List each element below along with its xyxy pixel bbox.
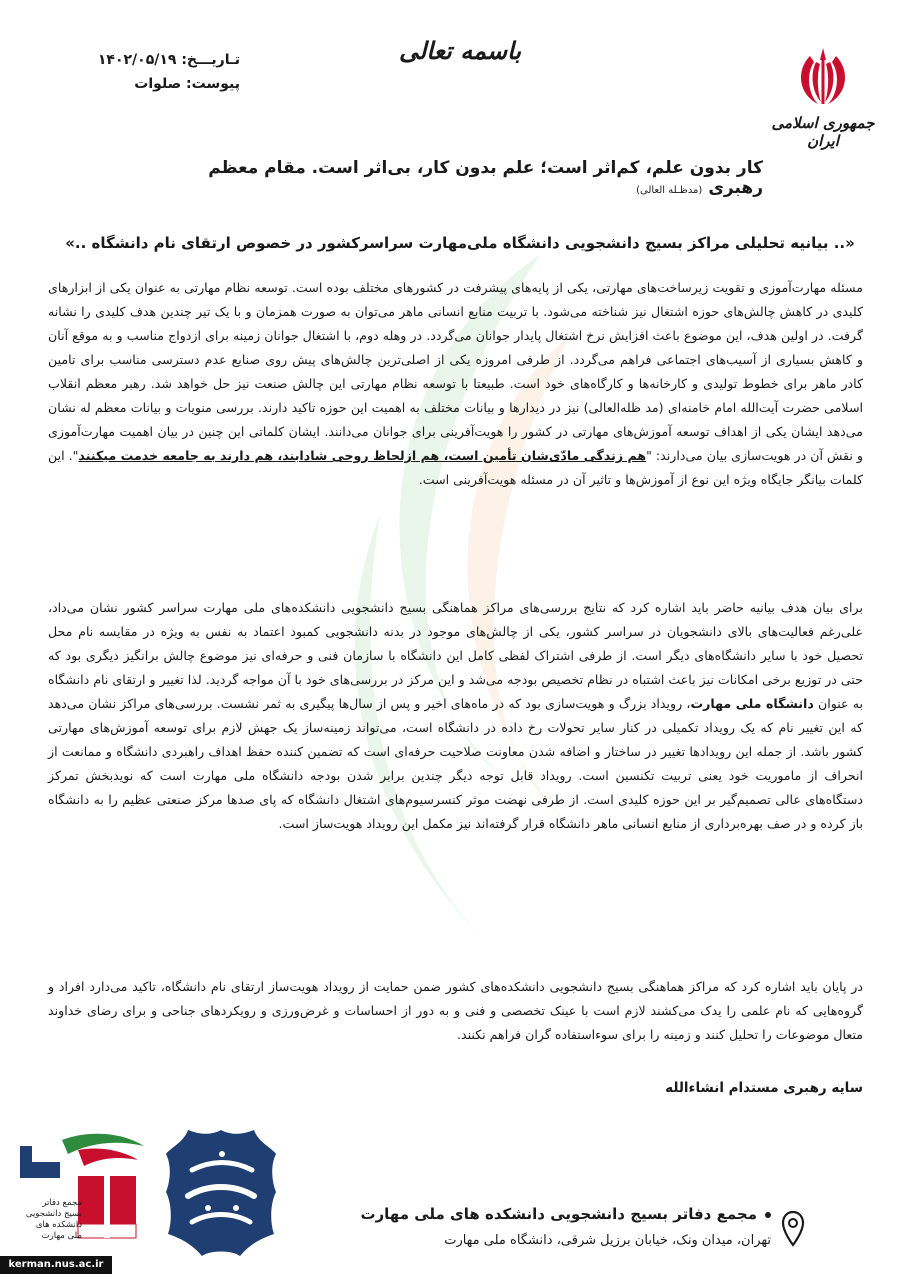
footer-org: مجمع دفاتر بسیج دانشجویی دانشکده های ملی مهارت	[360, 1205, 757, 1223]
p1-quote: هم زندگی مادّی‌شان تأمین است، هم ازلحاظ روحی شادابند، هم دارند به جامعه خدمت میکنند	[78, 448, 647, 463]
attachment-line: پیوست: صلوات	[134, 76, 240, 92]
p1-text-b: ". این کلمات بیانگر جایگاه ویژه این نوع از آموزش‌ها و تاثیر آن در مسئله هویت‌آفرینی است.	[48, 448, 863, 487]
p2-text-a: برای بیان هدف بیانیه حاضر باید اشاره کرد که نتایج بررسی‌های مراکز هماهنگی بسیج دانشجویی دانشکده‌های ملی مهارت سراسر کشور نشان می‌داد، علی‌رغم فعالیت‌های بالای دانشجویان در سراسر کشور، یکی از چالش‌های موجود در بدنه دانشجویی کمبود اعتماد به نفس به ویژه در مقایسه نام محل تحصیل خود با سایر دانشگاه‌های دیگر است. از طرفی اشتراک لفظی کامل این دانشگاه با سازمان فنی و حرفه‌ای نیز موضوع چالش برانگیز دیگری بود که حتی در توزیع برخی امکانات نیز باعث اشتباه در نظام تخصیص بودجه می‌شد و این مرکز در بررسی‌های خود با آن مواجه گردید. لذا تغییر و ارتقای نام دانشگاه به عنوان	[48, 600, 863, 711]
letter-meta	[40, 52, 240, 100]
p2-text-b: ، رویداد بزرگ و هویت‌سازی بود که در ماه‌های اخیر و پس از سال‌ها پیگیری به ثمر نشست. بررسی‌های مراکز نشان می‌دهد که این تغییر نام که یک رویداد تکمیلی در کنار سایر تحولات رخ داده در دانشگاه است، می‌تواند زمینه‌ساز یک جهش لازم برای توسعه آموزش‌های مهارتی کشور باشد. از جمله این رویدادها تغییر در ساختار و اضافه شدن معاونت صلاحیت حرفه‌ای است که تضمین کننده حفظ اهداف راهبردی دانشگاه و ممانعت از انحراف از ماموریت خود یعنی تربیت تکنسین است. رویداد قابل توجه دیگر چندین برابر شدن بودجه دانشگاه ملی مهارت است که نویدبخش تمرکز دستگاه‌های عالی تصمیم‌گیر بر این حوزه کلیدی است. از طرفی نهضت موثر کنسرسیوم‌های اشتغال دانشگاه که پای صدها مرکز صنعتی عظیم را به دانشگاه باز کرده و در صف بهره‌برداری از منابع انسانی ماهر دانشگاه قرار گرفته‌اند نیز مکمل این رویداد هویت‌ساز است.	[48, 696, 863, 831]
bismillah-heading: باسمه تعالی	[398, 36, 522, 65]
university-logo	[162, 1126, 280, 1260]
footer-org-line	[341, 1205, 771, 1223]
p2-bold: دانشگاه ملی مهارت	[690, 696, 814, 711]
p1-text-a: مسئله مهارت‌آموزی و تقویت زیرساخت‌های مهارتی، یکی از پایه‌های پیشرفت در کشورهای مختلف بوده است. توسعه نظام مهارتی به عنوان یکی از ابزارهای کلیدی در کاهش چالش‌های حوزه اشتغال نیز شناخته می‌شود. با تربیت منابع انسانی ماهر می‌توان به صورت همزمان و با یک تیر چندین هدف کلیدی را نشانه گرفت. در اولین هدف، این موضوع باعث افزایش نرخ اشتغال پایدار جوانان می‌گردد. در وهله دوم، با اشتغال جوانان زمینه برای ازدواج مناسب و به موقع آنان و کاهش بسیاری از آسیب‌های اجتماعی فراهم می‌گردد. از طرفی امروزه یکی از اصلی‌ترین چالش‌های پیش روی صنایع عدم دسترسی مناسب برای تامین کادر ماهر برای خطوط تولیدی و کارخانه‌ها و کارگاه‌های خود است. طبیعتا با توسعه نظام مهارتی این چالش صنعت نیز حل خواهد شد. رهبر معظم انقلاب اسلامی حضرت آیت‌الله امام خامنه‌ای (مد ظله‌العالی) نیز در دیدارها و بیانات مختلف به اهمیت این حوزه تاکید دارند. بررسی منویات و بیانات معظم له نشان می‌دهد ایشان یکی از اهداف توسعه آموزش‌های مهارتی در کشور را هویت‌آفرینی برای جوانان می‌دانند. ایشان کلماتی این چنین در بیان اهمیت مهارت‌آموزی و نقش آن در هویت‌سازی بیان می‌دارند: "	[48, 280, 863, 463]
paragraph-2	[48, 596, 863, 836]
footer-contact	[341, 1205, 771, 1248]
signature-line: سایه رهبری مستدام انشاءالله	[665, 1080, 863, 1096]
source-url-badge: kerman.nus.ac.ir	[0, 1256, 112, 1274]
quote-text: کار بدون علم، کم‌اثر است؛ علم بدون کار، بی‌اثر است. مقام معظم رهبری	[208, 158, 763, 198]
location-pin-icon	[781, 1210, 805, 1248]
paragraph-3: در پایان باید اشاره کرد که مراکز هماهنگی بسیج دانشجویی دانشکده‌های کشور ضمن حمایت از رویداد هویت‌ساز ارتقای نام دانشگاه، تاکید می‌دارد افراد و گروه‌هایی که نام علمی را یدک می‌کشند لازم است با عینک تخصصی و فنی و به دور از احساسات و غرض‌ورزی و رویکردهای جناحی و برای رضای خداوند متعال موضوعات را تحلیل کنند و زمینه را برای سوءاستفاده گران فراهم نکنند.	[48, 979, 863, 1042]
leader-quote	[123, 158, 763, 198]
footer-address: تهران، میدان ونک، خیابان برزیل شرقی، دانشگاه ملی مهارت	[444, 1233, 771, 1248]
date-line: تـاریـــخ: ۱۴۰۲/۰۵/۱۹	[97, 52, 240, 68]
statement-title: «.. بیانیه تحلیلی مراکز بسیج دانشجویی دانشگاه ملی‌مهارت سراسرکشور در خصوص ارتقای نام دانشگاه ..»	[65, 234, 855, 252]
iran-emblem	[763, 42, 883, 152]
basij-logo-caption: مجمع دفاتر بسیج دانشجویی دانشکده های ملی مهارت	[25, 1198, 82, 1241]
quote-honorific: (مدظـله العالی)	[636, 185, 703, 196]
emblem-caption: جمهوری اسلامی ایران	[771, 114, 875, 150]
emblem-icon	[788, 42, 858, 112]
bullet-icon	[765, 1212, 771, 1218]
paragraph-1	[48, 276, 863, 492]
